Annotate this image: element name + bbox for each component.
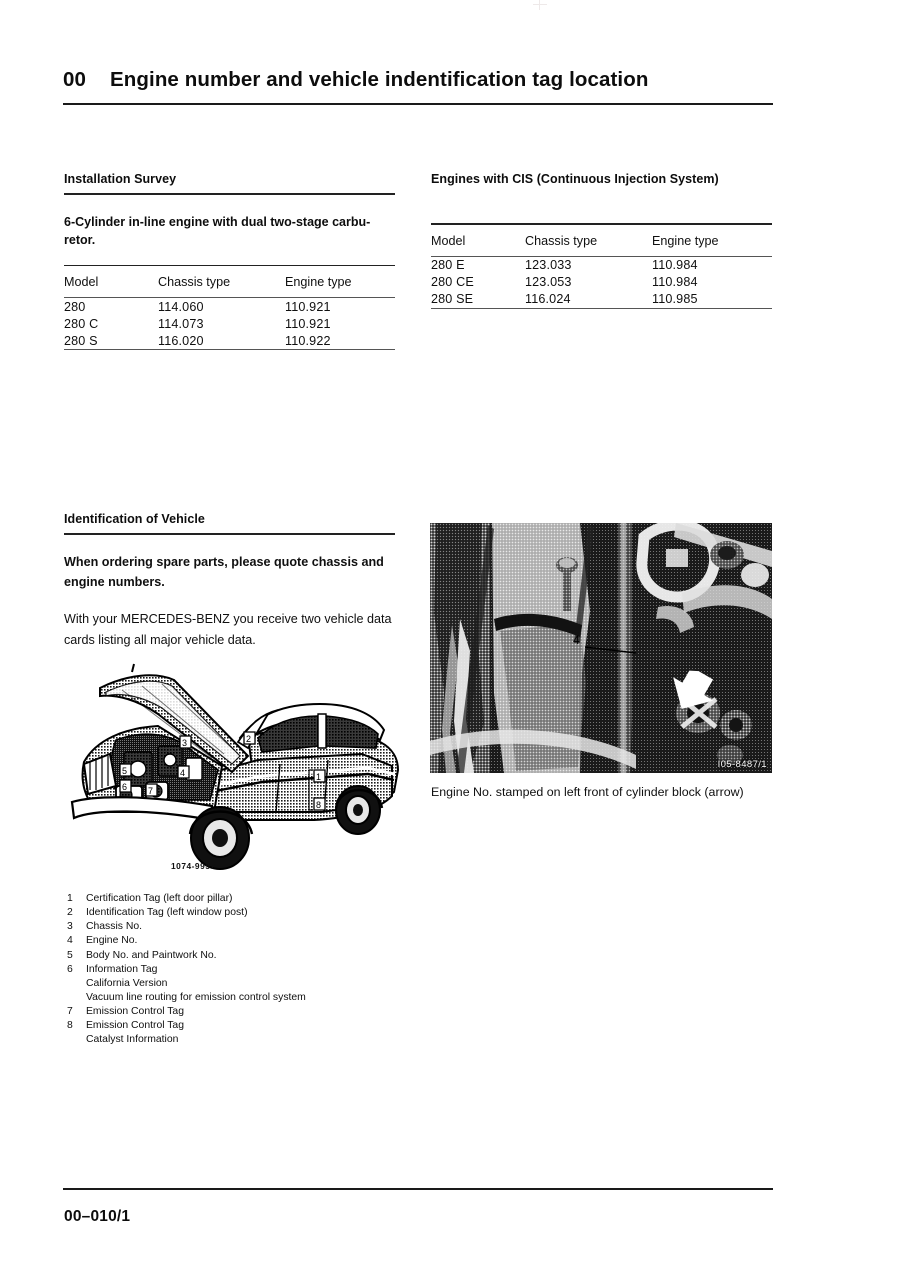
column-header-chassis-type: Chassis type (158, 275, 231, 290)
cell-engine-type: 110.984 (652, 275, 698, 289)
cell-chassis-type: 116.020 (158, 333, 204, 348)
list-item (67, 1005, 417, 1019)
right-table-bottom-rule (431, 308, 772, 309)
right-column (431, 172, 772, 309)
left-column (64, 172, 395, 350)
table-row (64, 332, 395, 349)
callout-legend (67, 892, 417, 1048)
section-number: 00 (63, 68, 87, 91)
legend-text: Emission Control Tag (86, 1020, 184, 1032)
page-title: Engine number and vehicle indentification tag location (110, 68, 649, 91)
list-item (67, 1019, 417, 1033)
cis-engines-heading: Engines with CIS (Continuous Injection System) (431, 172, 719, 186)
legend-subtext: California Version (86, 977, 168, 989)
installation-survey-heading: Installation Survey (64, 172, 177, 186)
svg-text:7: 7 (148, 786, 154, 796)
list-item (67, 892, 417, 906)
legend-number: 1 (67, 893, 73, 904)
cell-model: 280 E (431, 258, 465, 272)
legend-subtext: Catalyst Information (86, 1034, 179, 1046)
legend-number: 5 (67, 949, 73, 961)
cell-chassis-type: 116.024 (525, 292, 571, 306)
cell-model: 280 C (64, 316, 99, 331)
legend-text: Body No. and Paintwork No. (86, 949, 217, 961)
legend-number: 8 (67, 1020, 73, 1032)
legend-text: Emission Control Tag (86, 1006, 184, 1018)
left-table-bottom-rule (64, 349, 395, 350)
svg-text:2: 2 (246, 734, 252, 744)
table-row (431, 274, 772, 291)
photo-id-label: I05-8487/1 (717, 759, 767, 770)
cell-chassis-type: 123.053 (525, 275, 572, 289)
table-row (431, 257, 772, 274)
table-header-row (431, 225, 772, 256)
engine-description: 6-Cylinder in-line engine with dual two-stage carbu-retor. (64, 214, 371, 247)
list-item (67, 906, 417, 920)
identification-heading: Identification of Vehicle (64, 512, 205, 526)
legend-text: Engine No. (86, 935, 138, 947)
vehicle-illustration-graphic (62, 662, 407, 884)
list-item (67, 963, 417, 977)
cell-model: 280 SE (431, 292, 474, 306)
legend-number: 3 (67, 921, 73, 933)
footer-divider (63, 1188, 773, 1190)
svg-text:1: 1 (316, 772, 322, 782)
cell-model: 280 CE (431, 275, 474, 289)
column-header-model: Model (431, 233, 466, 248)
cell-chassis-type: 114.073 (158, 316, 204, 331)
list-item (67, 934, 417, 948)
cell-engine-type: 110.984 (652, 258, 698, 272)
cell-engine-type: 110.921 (285, 316, 331, 331)
column-header-engine-type: Engine type (285, 275, 352, 290)
cell-engine-type: 110.922 (285, 333, 331, 348)
legend-number: 2 (67, 907, 73, 919)
engine-block-photo-graphic (430, 523, 772, 773)
cell-engine-type: 110.921 (285, 299, 331, 314)
page-number: 00–010/1 (64, 1208, 131, 1225)
table-row (64, 298, 395, 315)
scan-artifact (533, 0, 547, 10)
vehicle-illustration (62, 662, 407, 884)
legend-text: Chassis No. (86, 921, 143, 933)
identification-section (64, 512, 395, 650)
page-header (63, 68, 773, 92)
cis-engines-table (431, 225, 772, 256)
identification-divider (64, 533, 395, 535)
cell-engine-type: 110.985 (652, 292, 698, 306)
engine-block-photo (430, 523, 772, 773)
svg-text:5: 5 (122, 766, 128, 776)
svg-text:3: 3 (182, 738, 188, 748)
list-item (67, 949, 417, 963)
svg-text:8: 8 (316, 800, 322, 810)
installation-survey-divider (64, 193, 395, 195)
cell-model: 280 (64, 299, 86, 314)
column-header-engine-type: Engine type (652, 233, 719, 248)
photo-caption: Engine No. stamped on left front of cylinder block (arrow) (431, 785, 744, 799)
table-header-row (64, 266, 395, 297)
legend-subtext: Vacuum line routing for emission control system (86, 991, 306, 1003)
svg-text:4: 4 (180, 768, 186, 778)
cis-engines-table-body (431, 257, 772, 308)
legend-number: 6 (67, 963, 73, 975)
table-row (64, 315, 395, 332)
figure-id-label: 1074-9957 (171, 861, 216, 871)
cell-chassis-type: 114.060 (158, 299, 204, 314)
list-item (67, 920, 417, 934)
table-row (431, 291, 772, 308)
installation-survey-table-body (64, 298, 395, 349)
cell-chassis-type: 123.033 (525, 258, 572, 272)
header-divider (63, 103, 773, 105)
svg-text:4: 4 (573, 633, 580, 647)
cell-model: 280 S (64, 333, 98, 348)
legend-text: Certification Tag (left door pillar) (86, 893, 233, 904)
column-header-chassis-type: Chassis type (525, 233, 598, 248)
svg-text:6: 6 (122, 782, 128, 792)
identification-paragraph: With your MERCEDES-BENZ you receive two vehicle data cards listing all major vehicle data. (64, 612, 392, 647)
identification-paragraph-bold: When ordering spare parts, please quote chassis and engine numbers. (64, 554, 384, 589)
legend-text: Identification Tag (left window post) (86, 907, 248, 919)
legend-number: 7 (67, 1006, 73, 1018)
column-header-model: Model (64, 275, 99, 290)
installation-survey-table (64, 266, 395, 297)
legend-text: Information Tag (86, 963, 158, 975)
legend-number: 4 (67, 935, 73, 947)
